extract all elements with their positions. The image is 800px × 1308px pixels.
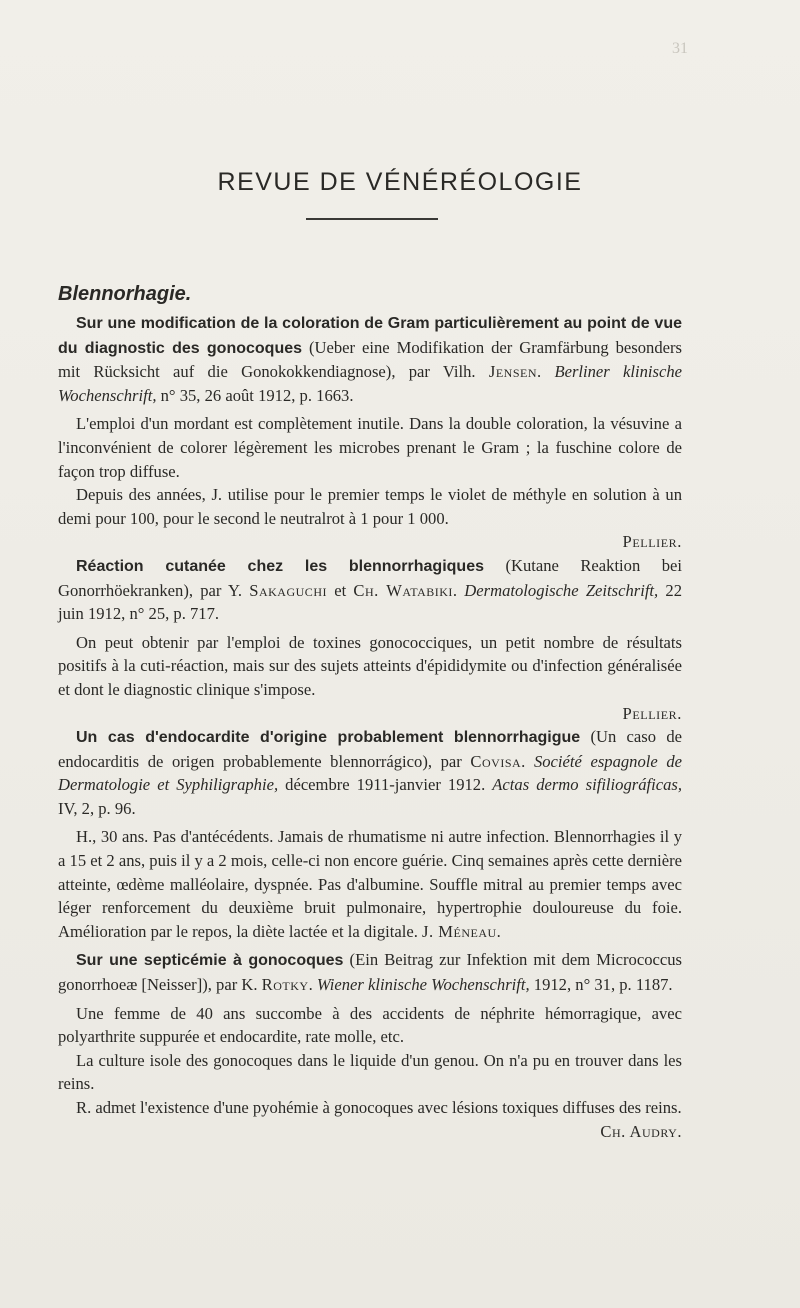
entry-3-body-text: H., 30 ans. Pas d'antécédents. Jamais de rhumatisme ni autre infection. Blennorrhagies il y a 15 et 2 ans, puis il y a 2 mois, celle-ci non encore guérie. Cinq semaines après cette dernière atteinte, œdème malléolaire, dyspnée. Pas d'albumine. Souffle mitral au premier temps avec léger renforcement du deuxième bruit pulmonaire, hypertrophie douloureuse du foie. Amélioration par le repos, la diète lactée et la digitale. [58, 827, 682, 941]
entry-4-ref-author: Rotky [261, 975, 309, 995]
entry-2-ref-author2: Ch. Watabiki [353, 580, 453, 600]
entry-4-title: Sur une septicémie à gonocoques [76, 952, 344, 970]
entry-1-ref-author: Jensen [488, 362, 537, 382]
entry-2-title: Réaction cutanée chez les blennorrhagiques [76, 557, 484, 575]
entry-1-body-2: Depuis des années, J. utilise pour le premier temps le violet de méthyle en solution à un demi pour 100, pour le second le neutralrot à 1 pour 1 000. [58, 485, 682, 528]
entry-4-signature: Ch. Audry. [600, 1121, 682, 1141]
entry-3-title: Un cas d'endocardite d'origine probablement blennorrhagigue [76, 729, 581, 747]
entry-3-ref-author: Covisa [470, 751, 522, 771]
entry-4-ref-journal: Wiener klinische Wochenschrift, [316, 975, 530, 995]
entry-2-ref-mid: et [326, 580, 354, 600]
entry-1-ref-journal: Berliner klinische Wochenschrift, [58, 362, 682, 405]
entry-4-body-3 [58, 1096, 682, 1141]
entry-4-body-2: La culture isole des gonocoques dans le liquide d'un genou. On n'a pu en trouver dans les reins. [58, 1050, 682, 1094]
entry-2-ref-author: Sakaguchi [249, 580, 327, 600]
entry-3-ref-before: (Un caso de endocarditis de origen probablemente blennorrágico), par [58, 727, 682, 771]
entry-2-body-1: On peut obtenir par l'emploi de toxines gonococciques, un petit nombre de résultats positifs à la cuti-réaction, mais sur des sujets atteints d'épididymite ou d'infection généralisée et dont le diagnostic clinique s'impose. [58, 632, 682, 699]
entry-3-ref-journal2: Actas dermo sifiliográficas, [492, 775, 682, 795]
entry-4-body-text: R. admet l'existence d'une pyohémie à gonocoques avec lésions toxiques diffuses des reins. [76, 1098, 682, 1117]
entry-3-signature: J. Méneau. [422, 921, 502, 941]
entry-4-ref-after: 1912, n° 31, p. 1187. [529, 975, 673, 995]
page-title: REVUE DE VÉNÉRÉOLOGIE [217, 168, 583, 196]
section-heading: Blennorhagie. [58, 283, 192, 305]
entry-3-ref-after: IV, 2, p. 96. [58, 798, 136, 818]
entry-2-ref-before: (Kutane Reaktion bei Gonorrhöekranken), par Y. [58, 555, 682, 600]
entry-3-ref-dot: . [521, 751, 534, 771]
entry-4-ref-dot: . [308, 975, 317, 995]
entry-1-title: Sur une modification de la coloration de Gram particulièrement au point de vue du diagnostic des gonocoques [58, 315, 682, 357]
entry-4-body-1: Une femme de 40 ans succombe à des accidents de néphrite hémorragique, avec polyarthrite suppurée et endocardite, rate molle, etc. [58, 1003, 682, 1047]
entry-3-ref-mid: décembre 1911-janvier 1912. [278, 775, 493, 795]
entry-1-body-1: L'emploi d'un mordant est complètement inutile. Dans la double coloration, la vésuvine a l'inconvénient de colorer légèrement les microbes prenant le Gram ; la fuschine colore de façon trop diffuse. [58, 414, 682, 481]
entry-2-ref-dot: . [452, 580, 465, 600]
entry-4-ref-before: (Ein Beitrag zur Infektion mit dem Micrococcus gonorrhoeæ [Neisser]), par K. [58, 950, 683, 995]
entry-1-header [58, 311, 682, 407]
entry-3-body-1 [58, 825, 682, 943]
entry-2-signature: Pellier. [622, 703, 682, 723]
article-body [58, 281, 682, 1143]
title-rule [306, 218, 438, 220]
entry-1-ref-before: (Ueber eine Modifikation der Gramfärbung besonders mit Rücksicht auf die Gonokokkendiagnose), par Vilh. [58, 337, 682, 382]
entry-2-ref-after: 22 juin 1912, n° 25, p. 717. [58, 580, 683, 624]
entry-2-ref-journal: Dermatologische Zeitschrift, [464, 580, 659, 600]
page-number: 31 [672, 40, 688, 57]
entry-1-signature: Pellier. [622, 532, 682, 552]
entry-3-header [58, 725, 682, 820]
entry-3-ref-journal: Société espagnole de Dermatologie et Syphiligraphie, [58, 751, 683, 795]
entry-1-ref-after: n° 35, 26 août 1912, p. 1663. [156, 385, 354, 405]
entry-1-ref-dot: . [537, 362, 555, 382]
entry-2-header [58, 554, 682, 626]
entry-4-header [58, 948, 682, 996]
